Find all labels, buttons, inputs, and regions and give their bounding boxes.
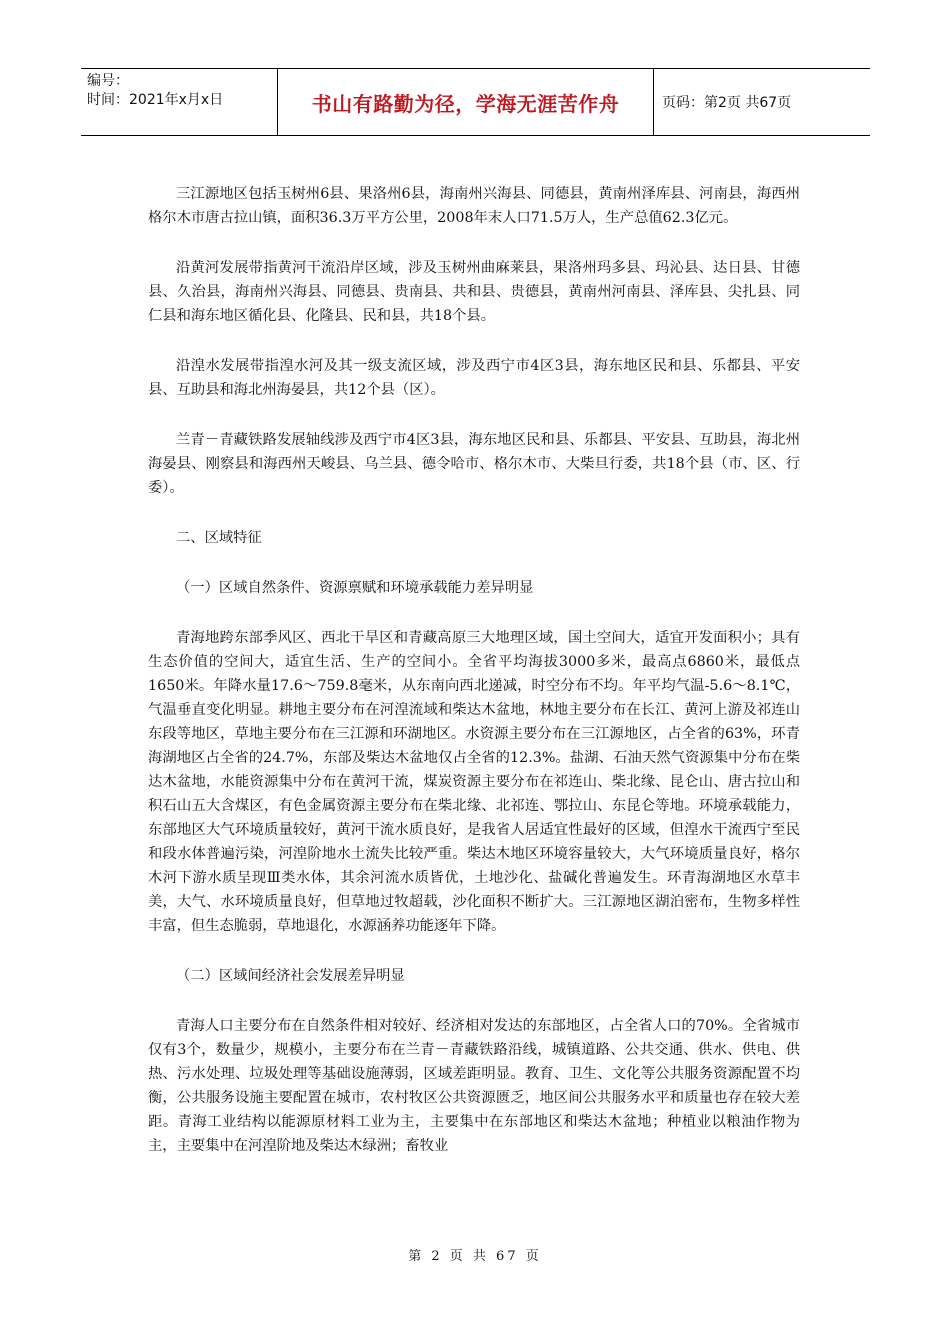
subsection-heading-economic-differences: （二）区域间经济社会发展差异明显 <box>176 968 405 984</box>
paragraph-railway-axis: 兰青－青藏铁路发展轴线涉及西宁市4区3县，海东地区民和县、乐都县、平安县、互助县，海北州海晏县、刚察县和海西州天峻县、乌兰县、德令哈市、格尔木市、大柴旦行委，共18个县（市、区、行委）。 <box>148 432 800 496</box>
document-date-label: 时间：2021年x月x日 <box>87 92 224 108</box>
paragraph-huangshui-belt: 沿湟水发展带指湟水河及其一级支流区域，涉及西宁市4区3县，海东地区民和县、乐都县、平安县、互助县和海北州海晏县，共12个县（区）。 <box>148 358 800 398</box>
header-meta-cell <box>81 69 278 135</box>
document-body <box>148 182 800 1184</box>
paragraph-natural-conditions: 青海地跨东部季风区、西北干旱区和青藏高原三大地理区域，国土空间大，适宜开发面积小；具有生态价值的空间大，适宜生活、生产的空间小。全省平均海拔3000多米，最高点6860米，最低点1650米。年降水量17.6～759.8毫米，从东南向西北递减，时空分布不均。年平均气温-5.6～8.1℃，气温垂直变化明显。耕地主要分布在河湟流域和柴达木盆地，林地主要分布在长江、黄河上游及祁连山东段等地区，草地主要分布在三江源和环湖地区。水资源主要分布在三江源地区，占全省的63%，环青海湖地区占全省的24.7%，东部及柴达木盆地仅占全省的12.3%。盐湖、石油天然气资源集中分布在柴达木盆地，水能资源集中分布在黄河干流，煤炭资源主要分布在祁连山、柴北缘、昆仑山、唐古拉山和积石山五大含煤区，有色金属资源主要分布在柴北缘、北祁连、鄂拉山、东昆仑等地。环境承载能力，东部地区大气环境质量较好，黄河干流水质良好，是我省人居适宜性最好的区域，但湟水干流西宁至民和段水体普遍污染，河湟阶地水土流失比较严重。柴达木地区环境容量较大，大气环境质量良好，格尔木河下游水质呈现Ⅲ类水体，其余河流水质皆优，土地沙化、盐碱化普遍发生。环青海湖地区水草丰美，大气、水环境质量良好，但草地过牧超载，沙化面积不断扩大。三江源地区湖泊密布，生物多样性丰富，但生态脆弱，草地退化，水源涵养功能逐年下降。 <box>148 630 800 934</box>
page-footer: 第 2 页 共 67 页 <box>408 1249 542 1264</box>
page-header <box>81 68 870 136</box>
subsection-heading-natural-conditions: （一）区域自然条件、资源禀赋和环境承载能力差异明显 <box>176 580 534 596</box>
document-number-label: 编号： <box>87 73 129 89</box>
paragraph-economic-differences: 青海人口主要分布在自然条件相对较好、经济相对发达的东部地区，占全省人口的70%。全省城市仅有3个，数量少，规模小，主要分布在兰青－青藏铁路沿线，城镇道路、公共交通、供水、供电、供热、污水处理、垃圾处理等基础设施薄弱，区域差距明显。教育、卫生、文化等公共服务资源配置不均衡，公共服务设施主要配置在城市，农村牧区公共资源匮乏，地区间公共服务水平和质量也存在较大差距。青海工业结构以能源原材料工业为主，主要集中在东部地区和柴达木盆地；种植业以粮油作物为主，主要集中在河湟阶地及柴达木绿洲；畜牧业 <box>148 1018 800 1154</box>
paragraph-yellow-river-belt: 沿黄河发展带指黄河干流沿岸区域，涉及玉树州曲麻莱县，果洛州玛多县、玛沁县、达日县、甘德县、久治县，海南州兴海县、同德县、贵南县、共和县、贵德县，黄南州河南县、泽库县、尖扎县、同仁县和海东地区循化县、化隆县、民和县，共18个县。 <box>148 260 800 324</box>
section-heading-regional-features: 二、区域特征 <box>176 530 262 546</box>
header-page-label: 页码：第2页 共67页 <box>662 95 792 111</box>
paragraph-sanjiangyuan: 三江源地区包括玉树州6县、果洛州6县，海南州兴海县、同德县，黄南州泽库县、河南县，海西州格尔木市唐古拉山镇，面积36.3万平方公里，2008年末人口71.5万人，生产总值62.3亿元。 <box>148 186 800 226</box>
header-motto: 书山有路勤为径，学海无涯苦作舟 <box>278 69 654 135</box>
